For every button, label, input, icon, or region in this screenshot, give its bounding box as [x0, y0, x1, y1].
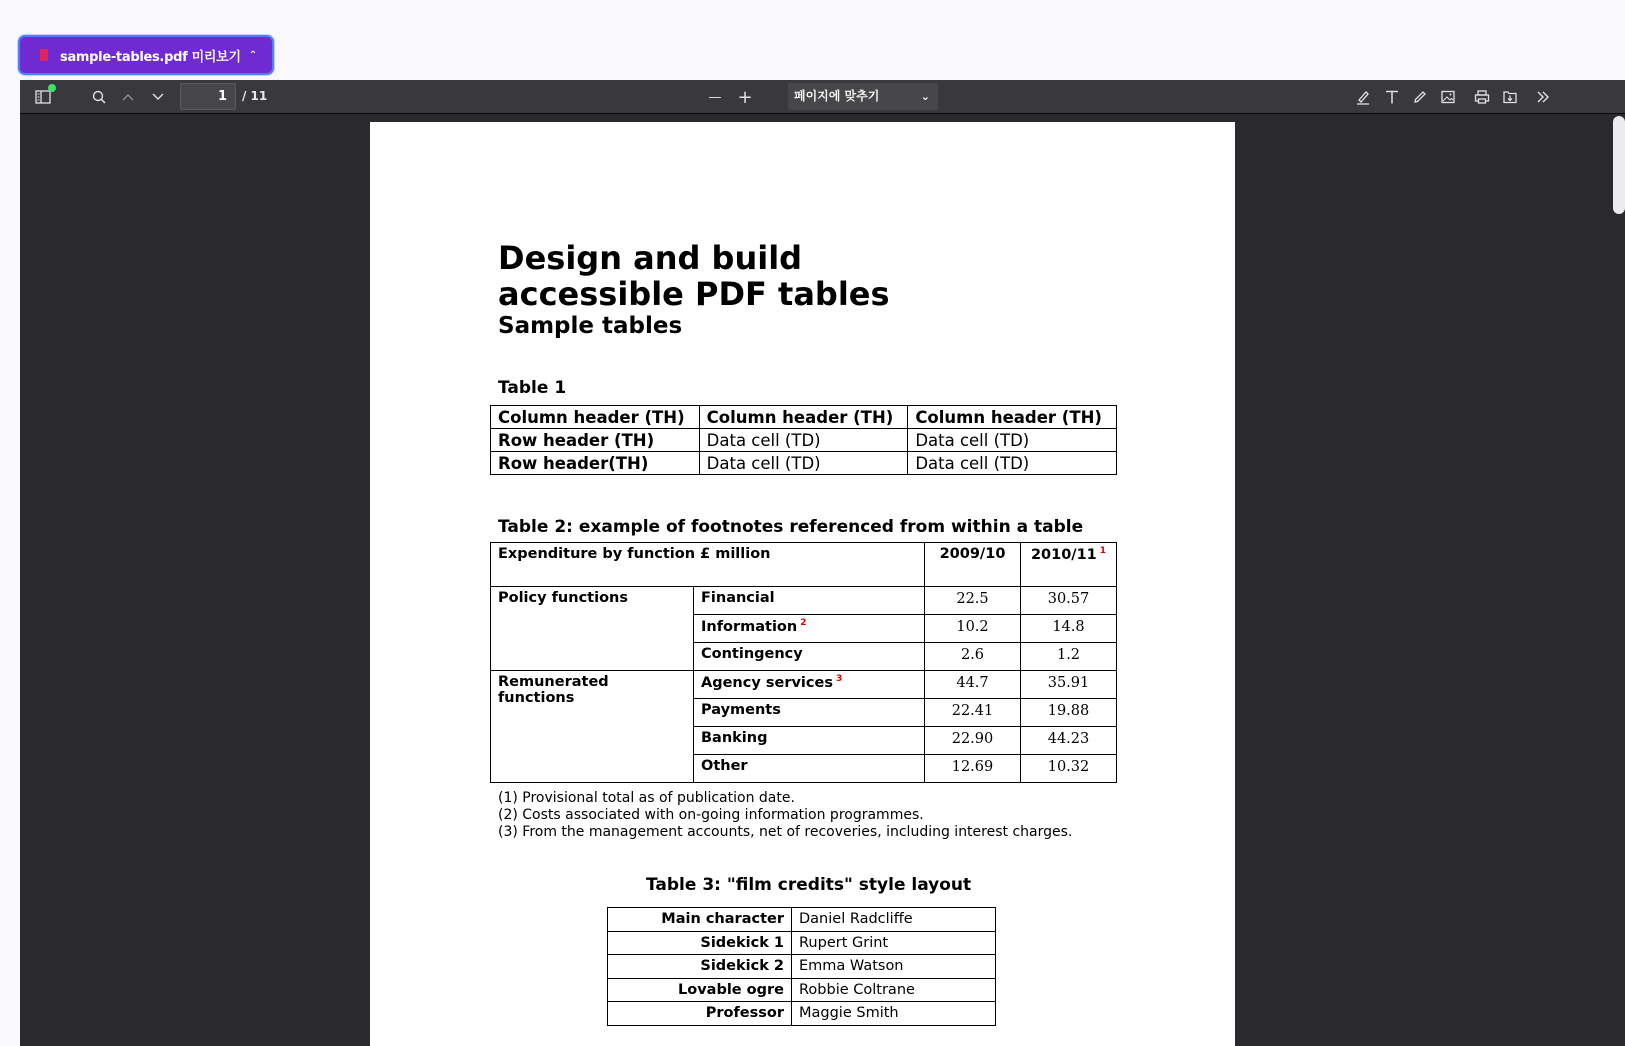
table-row	[491, 429, 1117, 452]
print-button[interactable]	[1471, 86, 1493, 108]
row-group-label: Policy functions	[491, 587, 694, 671]
table-cell	[694, 615, 925, 643]
image-icon	[1440, 89, 1456, 105]
next-page-button[interactable]	[147, 86, 169, 108]
table-row	[608, 931, 996, 955]
table-cell: 1.2	[1021, 643, 1117, 671]
table-cell: 2.6	[925, 643, 1021, 671]
row-label: Information	[701, 618, 798, 635]
table-row	[608, 1002, 996, 1026]
sidebar-icon	[35, 90, 51, 104]
plus-icon: +	[737, 86, 753, 108]
table-row	[491, 587, 1117, 615]
table-cell: 19.88	[1021, 699, 1117, 727]
table-cell: Data cell (TD)	[908, 452, 1117, 475]
table-header-cell: 2009/10	[925, 543, 1021, 587]
scrollbar-thumb[interactable]	[1613, 116, 1625, 214]
table-2	[490, 542, 1117, 783]
tab-bar	[0, 0, 1625, 80]
table-cell: 22.90	[925, 727, 1021, 755]
table-cell: Data cell (TD)	[908, 429, 1117, 452]
footnote-ref-2: 2	[800, 618, 807, 628]
table-row	[608, 908, 996, 932]
print-icon	[1474, 89, 1490, 105]
footnote: (2) Costs associated with on-going information programmes.	[498, 807, 924, 823]
chevron-up-icon	[122, 93, 134, 101]
footnote-ref-1: 1	[1099, 546, 1107, 556]
text-icon	[1384, 89, 1400, 105]
table-cell: Other	[694, 755, 925, 783]
document-title	[498, 240, 998, 312]
table-cell: 10.32	[1021, 755, 1117, 783]
table-cell: Professor	[608, 1002, 792, 1026]
table-cell: Contingency	[694, 643, 925, 671]
highlighter-icon	[1355, 89, 1371, 105]
header-col2-text: 2010/11	[1030, 546, 1097, 563]
previous-page-button[interactable]	[117, 86, 139, 108]
table-cell: 14.8	[1021, 615, 1117, 643]
table-cell: Financial	[694, 587, 925, 615]
table-cell: Sidekick 2	[608, 955, 792, 979]
find-button[interactable]	[88, 86, 110, 108]
vertical-scrollbar[interactable]	[1609, 114, 1625, 1046]
row-group-label: Remunerated functions	[491, 671, 694, 783]
table2-caption: Table 2: example of footnotes referenced from within a table	[498, 517, 1084, 537]
text-button[interactable]	[1381, 86, 1403, 108]
table-cell: Lovable ogre	[608, 978, 792, 1002]
table-cell: 10.2	[925, 615, 1021, 643]
image-button[interactable]	[1437, 86, 1459, 108]
table-row	[491, 671, 1117, 699]
page-number-input[interactable]: 1	[180, 83, 236, 110]
pdf-toolbar	[20, 80, 1625, 114]
zoom-in-button[interactable]	[734, 86, 756, 108]
highlight-button[interactable]	[1352, 86, 1374, 108]
download-icon	[1502, 89, 1518, 105]
table-cell	[694, 671, 925, 699]
table-cell: 22.5	[925, 587, 1021, 615]
notification-dot	[48, 84, 56, 92]
table-cell: Daniel Radcliffe	[792, 908, 996, 932]
title-line-1: Design and build	[498, 239, 803, 277]
table-row	[608, 955, 996, 979]
chevron-up-icon: ⌃	[248, 49, 257, 61]
pdf-page	[370, 122, 1235, 1046]
table-header-cell: Expenditure by function £ million	[491, 543, 925, 587]
table-cell: Sidekick 1	[608, 931, 792, 955]
table-cell: Maggie Smith	[792, 1002, 996, 1026]
minus-icon: —	[708, 89, 722, 105]
chevron-down-icon	[152, 93, 164, 101]
table1-caption: Table 1	[498, 378, 567, 398]
table-cell: 30.57	[1021, 587, 1117, 615]
table-row	[491, 452, 1117, 475]
double-chevron-right-icon	[1536, 91, 1550, 103]
table-cell: 22.41	[925, 699, 1021, 727]
tab-sample-tables-pdf[interactable]	[18, 35, 274, 75]
zoom-select-value: 페이지에 맞추기	[794, 89, 880, 103]
table-header-row	[491, 543, 1117, 587]
table-cell: 44.23	[1021, 727, 1117, 755]
tab-title: sample-tables.pdf 미리보기	[60, 49, 241, 65]
document-scroll-area[interactable]	[20, 114, 1625, 1046]
table-cell: Data cell (TD)	[699, 452, 908, 475]
pdf-viewer	[20, 80, 1625, 1046]
table-cell: Column header (TH)	[699, 406, 908, 429]
table-cell: Robbie Coltrane	[792, 978, 996, 1002]
row-label: Agency services	[701, 674, 833, 691]
table-cell: 12.69	[925, 755, 1021, 783]
footnote: (1) Provisional total as of publication date.	[498, 790, 795, 806]
table-cell: Rupert Grint	[792, 931, 996, 955]
table-header-cell	[1021, 543, 1117, 587]
page-count: / 11	[242, 89, 268, 103]
table-cell: Payments	[694, 699, 925, 727]
table-3	[607, 907, 996, 1026]
title-line-2: accessible PDF tables	[498, 275, 890, 313]
draw-button[interactable]	[1409, 86, 1431, 108]
footnote: (3) From the management accounts, net of recoveries, including interest charges.	[498, 824, 1073, 840]
zoom-out-button[interactable]	[704, 86, 726, 108]
table-row	[491, 406, 1117, 429]
footnote-ref-3: 3	[835, 674, 843, 684]
chevron-down-icon: ⌄	[920, 90, 930, 103]
pdf-file-icon	[40, 49, 48, 61]
table-cell: Column header (TH)	[908, 406, 1117, 429]
table-row	[608, 978, 996, 1002]
table3-caption: Table 3: "film credits" style layout	[646, 875, 972, 895]
table-cell: 44.7	[925, 671, 1021, 699]
pencil-icon	[1412, 89, 1428, 105]
table-cell: Row header (TH)	[491, 429, 700, 452]
table-cell: 35.91	[1021, 671, 1117, 699]
table-cell: Main character	[608, 908, 792, 932]
zoom-select[interactable]	[788, 83, 938, 110]
table-1	[490, 405, 1117, 475]
table-cell: Data cell (TD)	[699, 429, 908, 452]
search-icon	[92, 90, 106, 104]
table-cell: Emma Watson	[792, 955, 996, 979]
table-cell: Column header (TH)	[491, 406, 700, 429]
tools-menu-button[interactable]	[1532, 86, 1554, 108]
table-cell: Row header(TH)	[491, 452, 700, 475]
table-cell: Banking	[694, 727, 925, 755]
document-subtitle: Sample tables	[498, 313, 683, 339]
table2-footnotes	[498, 790, 1072, 841]
save-button[interactable]	[1499, 86, 1521, 108]
